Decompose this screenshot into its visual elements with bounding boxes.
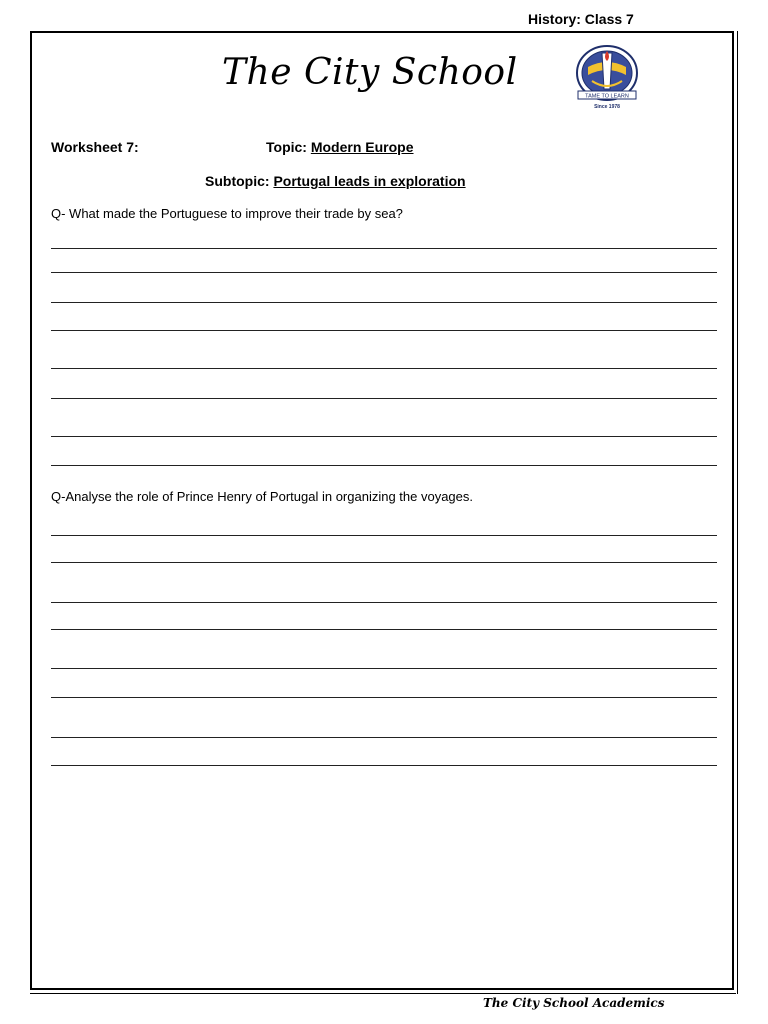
answer-line[interactable] xyxy=(51,629,717,630)
answer-line[interactable] xyxy=(51,436,717,437)
answer-line[interactable] xyxy=(51,765,717,766)
class-label: History: Class 7 xyxy=(528,11,634,27)
answer-line[interactable] xyxy=(51,602,717,603)
question-1: Q- What made the Portuguese to improve their trade by sea? xyxy=(51,206,403,221)
logo-motto: TAME TO LEARN xyxy=(585,93,629,100)
worksheet-label: Worksheet 7: xyxy=(51,139,139,155)
answer-line[interactable] xyxy=(51,668,717,669)
logo-since: Since 1978 xyxy=(594,104,620,110)
answer-line[interactable] xyxy=(51,737,717,738)
answer-line[interactable] xyxy=(51,248,717,249)
answer-line[interactable] xyxy=(51,302,717,303)
answer-line[interactable] xyxy=(51,368,717,369)
school-logo xyxy=(574,43,640,113)
footer-text: The City School Academics xyxy=(483,996,665,1010)
subtopic-value: Portugal leads in exploration xyxy=(273,173,466,189)
answer-line[interactable] xyxy=(51,465,717,466)
topic-value: Modern Europe xyxy=(310,139,414,155)
answer-line[interactable] xyxy=(51,330,717,331)
answer-line[interactable] xyxy=(51,398,717,399)
border-shadow-bottom xyxy=(30,993,736,994)
answer-line[interactable] xyxy=(51,562,717,563)
school-title: The City School xyxy=(222,52,518,93)
border-shadow-right xyxy=(737,31,738,994)
answer-line[interactable] xyxy=(51,535,717,536)
subtopic-prefix: Subtopic: xyxy=(205,173,274,189)
topic-prefix: Topic: xyxy=(266,139,311,155)
subtopic-line xyxy=(205,173,466,189)
question-2: Q-Analyse the role of Prince Henry of Portugal in organizing the voyages. xyxy=(51,489,474,504)
answer-line[interactable] xyxy=(51,272,717,273)
topic-line xyxy=(266,139,414,155)
answer-line[interactable] xyxy=(51,697,717,698)
